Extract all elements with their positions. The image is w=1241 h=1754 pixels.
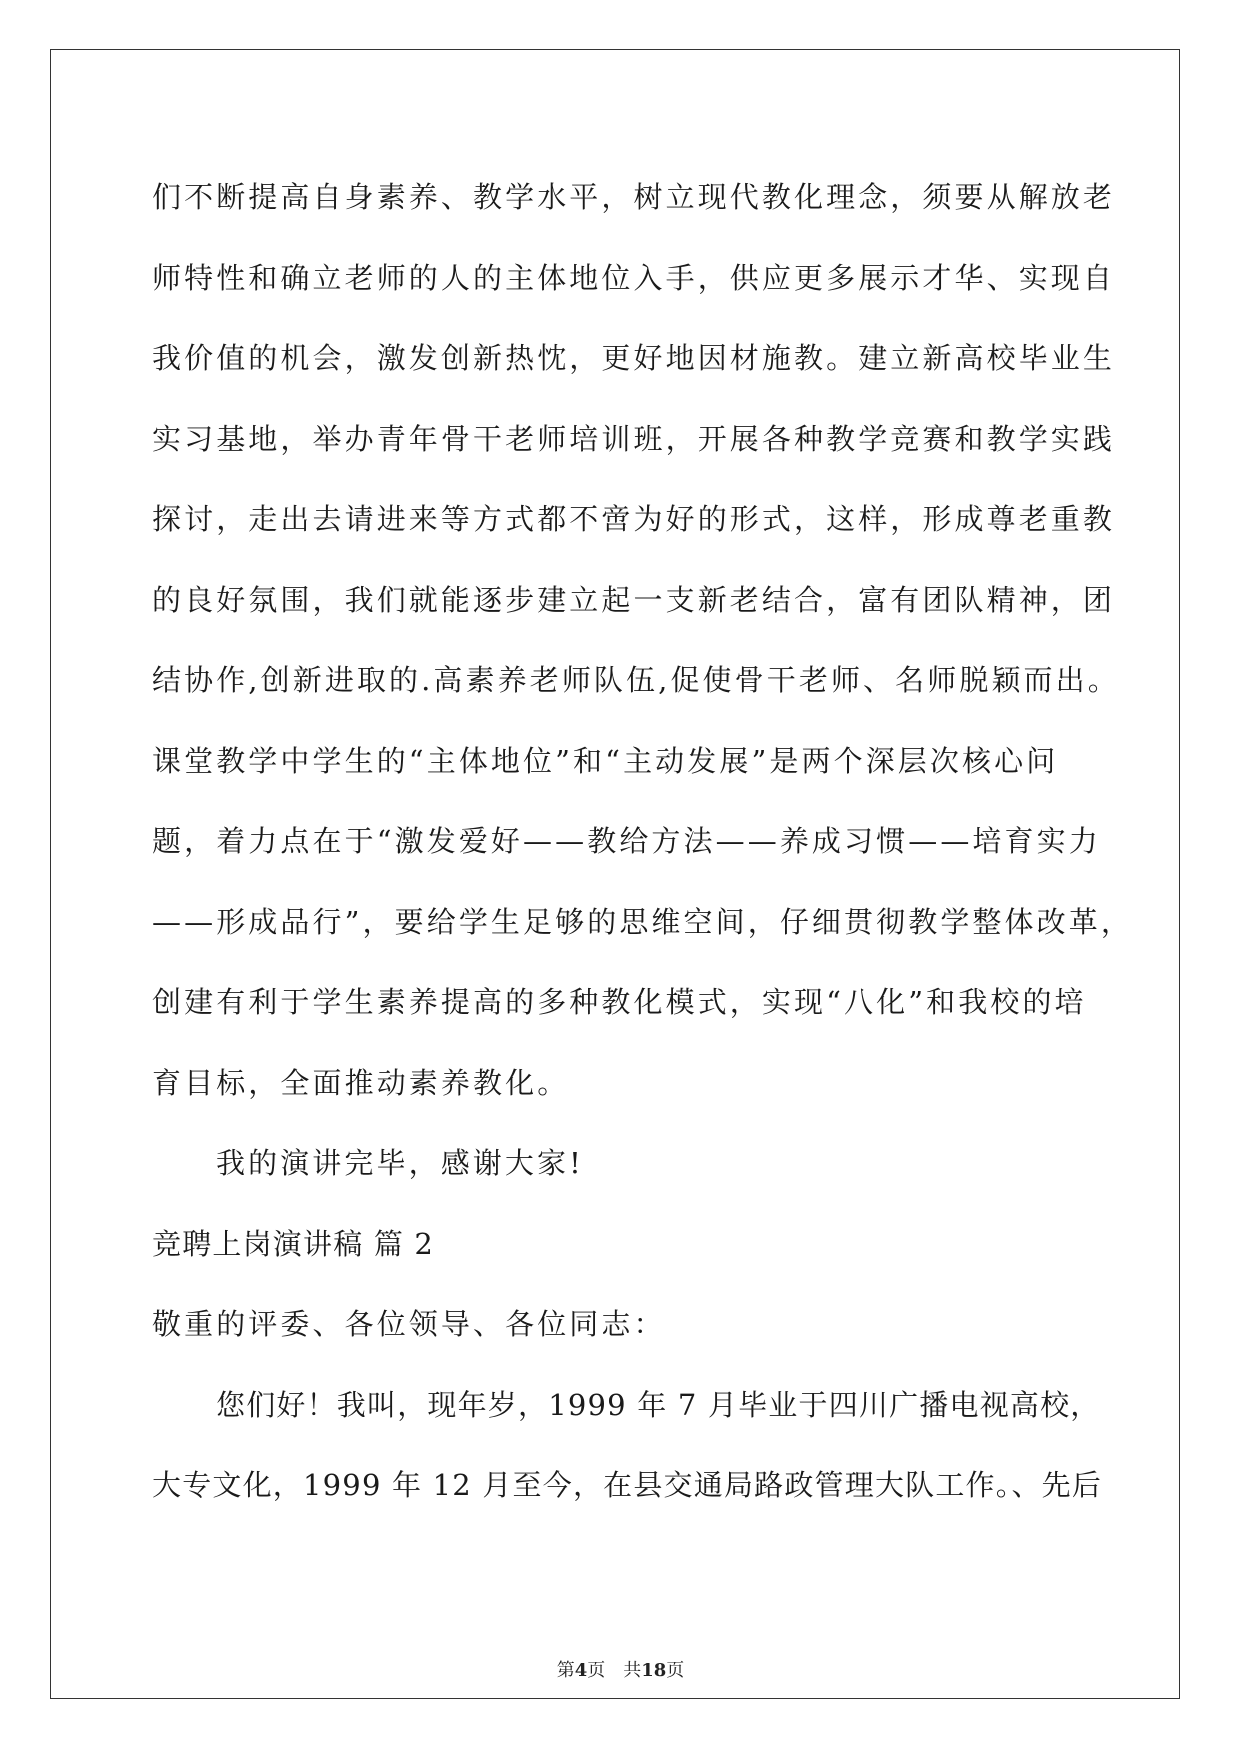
text-line: 结协作,创新进取的.高素养老师队伍,促使骨干老师、名师脱颖而出。 — [152, 663, 1120, 697]
text-line: 实习基地，举办青年骨干老师培训班，开展各种教学竞赛和教学实践 — [152, 421, 1116, 456]
salutation-line: 敬重的评委、各位领导、各位同志： — [152, 1307, 666, 1341]
text-line: 大专文化，1999 年 12 月至今，在县交通局路政管理大队工作。、先后 — [152, 1468, 1103, 1502]
section-heading: 竞聘上岗演讲稿 篇 2 — [152, 1226, 435, 1261]
text-line: 们不断提高自身素养、教学水平，树立现代教化理念，须要从解放老 — [152, 180, 1116, 214]
document-body — [152, 157, 1133, 1526]
text-line: 课堂教学中学生的“主体地位”和“主动发展”是两个深层次核心问 — [152, 743, 1059, 778]
text-line: 我价值的机会，激发创新热忱，更好地因材施教。建立新高校毕业生 — [152, 341, 1116, 375]
text-line: 题，着力点在于“激发爱好——教给方法——养成习惯——培育实力 — [152, 824, 1101, 858]
text-line: 育目标，全面推动素养教化。 — [152, 1065, 570, 1100]
page-footer — [0, 1656, 1241, 1682]
page-prefix: 第 — [556, 1660, 575, 1681]
total-pages: 18 — [641, 1660, 667, 1681]
text-line: 创建有利于学生素养提高的多种教化模式，实现“八化”和我校的培 — [152, 985, 1087, 1019]
text-line: 的良好氛围，我们就能逐步建立起一支新老结合，富有团队精神，团 — [152, 582, 1116, 617]
closing-line: 我的演讲完毕，感谢大家! — [216, 1146, 584, 1180]
text-line: 师特性和确立老师的人的主体地位入手，供应更多展示才华、实现自 — [152, 260, 1116, 295]
text-line: 探讨，走出去请进来等方式都不啻为好的形式，这样，形成尊老重教 — [152, 502, 1116, 536]
total-suffix: 页 — [666, 1660, 685, 1681]
page-suffix: 页 — [587, 1660, 606, 1681]
text-line: ——形成品行”，要给学生足够的思维空间，仔细贯彻教学整体改革， — [152, 904, 1133, 939]
text-line: 您们好！我叫，现年岁，1999 年 7 月毕业于四川广播电视高校， — [216, 1387, 1101, 1422]
page-number: 4 — [574, 1660, 588, 1681]
total-prefix: 共 — [623, 1660, 642, 1681]
